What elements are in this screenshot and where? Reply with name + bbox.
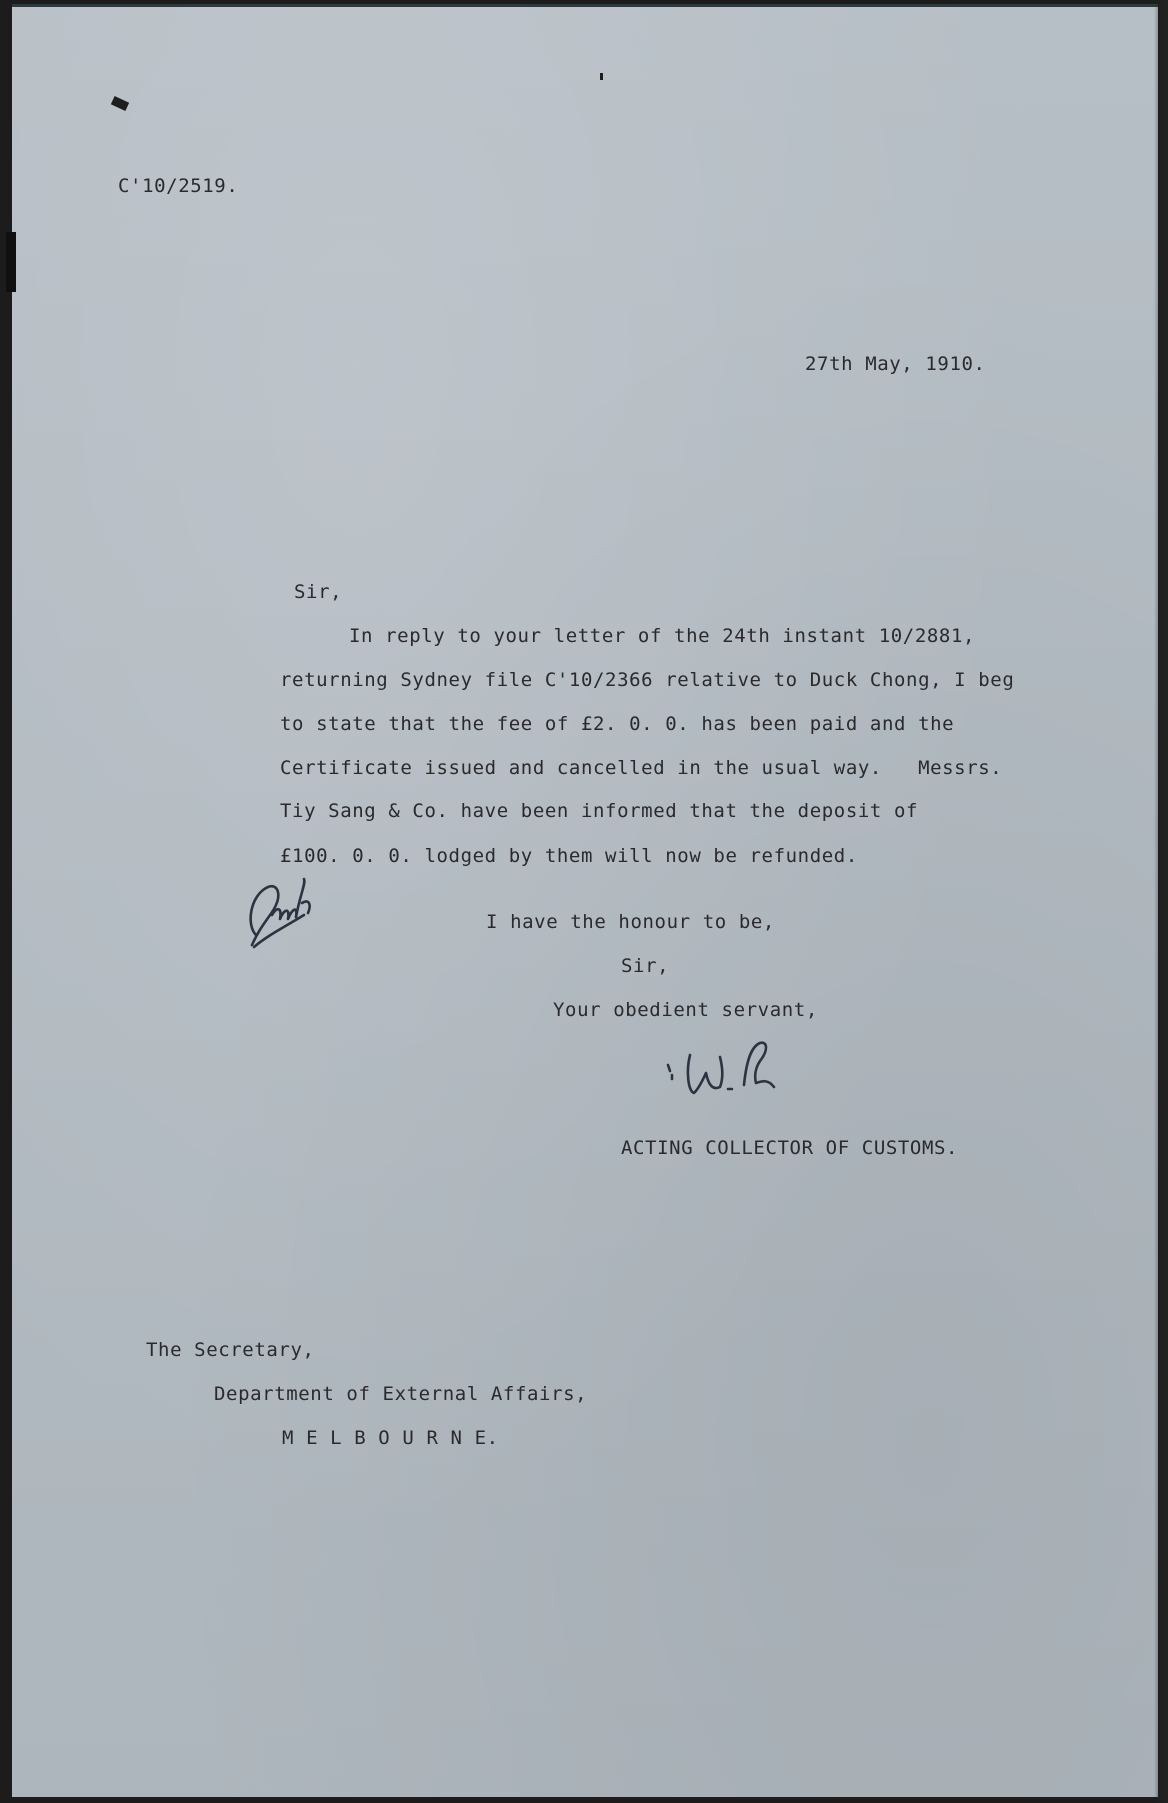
file-reference: C'10/2519. (118, 175, 239, 197)
body-line-4: Certificate issued and cancelled in the usual way. Messrs. (280, 757, 1003, 779)
salutation: Sir, (294, 581, 343, 603)
letter-date: 27th May, 1910. (805, 353, 986, 375)
left-edge-tab (6, 232, 16, 292)
closing-line-3: Your obedient servant, (553, 999, 818, 1021)
punch-mark (111, 96, 129, 111)
addressee-line-2: Department of External Affairs, (214, 1383, 588, 1405)
addressee-line-3: M E L B O U R N E. (282, 1427, 499, 1449)
closing-line-2: Sir, (621, 955, 670, 977)
body-line-1: In reply to your letter of the 24th instant 10/2881, (349, 625, 976, 647)
page-edge-shadow (1154, 0, 1168, 1803)
body-line-2: returning Sydney file C'10/2366 relative to Duck Chong, I beg (280, 669, 1015, 691)
body-line-6: £100. 0. 0. lodged by them will now be refunded. (280, 845, 858, 867)
body-line-3: to state that the fee of £2. 0. 0. has been paid and the (280, 713, 955, 735)
closing-line-1: I have the honour to be, (486, 911, 775, 933)
dot-mark (600, 73, 603, 80)
body-line-5: Tiy Sang & Co. have been informed that the deposit of (280, 800, 919, 822)
signature (650, 1025, 800, 1105)
margin-initials (238, 865, 328, 955)
addressee-line-1: The Secretary, (146, 1339, 315, 1361)
signatory-title: ACTING COLLECTOR OF CUSTOMS. (621, 1137, 959, 1159)
letter-page (12, 4, 1158, 1797)
